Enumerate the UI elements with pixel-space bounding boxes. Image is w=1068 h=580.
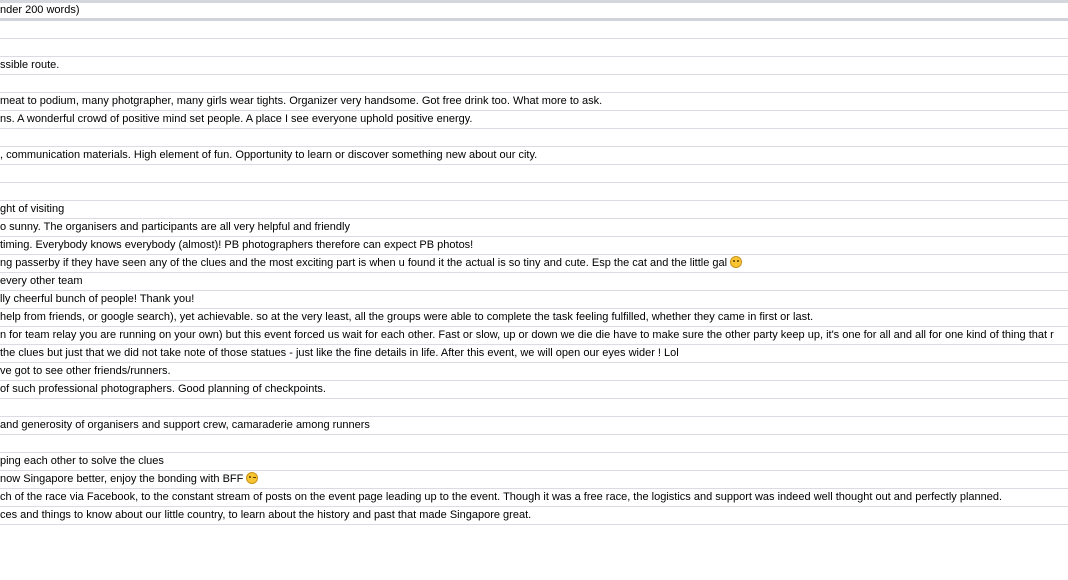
table-row[interactable] — [0, 273, 1068, 291]
table-row[interactable] — [0, 417, 1068, 435]
table-row[interactable] — [0, 255, 1068, 273]
table-row[interactable] — [0, 21, 1068, 39]
response-cell[interactable] — [0, 237, 473, 254]
table-row[interactable] — [0, 183, 1068, 201]
response-text: timing. Everybody knows everybody (almost)! PB photographers therefore can expect PB photos! — [0, 239, 474, 251]
response-cell[interactable] — [0, 291, 194, 308]
response-cell[interactable] — [0, 273, 83, 290]
response-cell[interactable] — [0, 57, 59, 74]
column-header-cell[interactable]: nder 200 words) — [0, 4, 80, 16]
table-row[interactable] — [0, 291, 1068, 309]
response-cell[interactable] — [0, 111, 472, 128]
grin-face-icon — [730, 256, 742, 268]
table-row[interactable] — [0, 327, 1068, 345]
spreadsheet-grid[interactable] — [0, 3, 1068, 525]
response-text: of such professional photographers. Good planning of checkpoints. — [0, 383, 326, 395]
response-cell[interactable] — [0, 381, 326, 398]
table-row[interactable] — [0, 219, 1068, 237]
response-text: the clues but just that we did not take note of those statues - just like the fine details in life. After this event, we will open our eyes wider ! Lol — [0, 347, 679, 359]
response-text: , communication materials. High element of fun. Opportunity to learn or discover something new about our city. — [0, 149, 538, 161]
response-text: and generosity of organisers and support crew, camaraderie among runners — [0, 419, 370, 431]
table-row[interactable] — [0, 453, 1068, 471]
response-cell[interactable] — [0, 201, 64, 218]
response-cell[interactable] — [0, 417, 370, 434]
table-row[interactable] — [0, 39, 1068, 57]
response-text: ping each other to solve the clues — [0, 455, 164, 467]
response-cell[interactable] — [0, 327, 1054, 344]
response-text: help from friends, or google search), yet achievable. so at the very least, all the groups were able to complete the task feeling fulfilled, whether they came in first or last. — [0, 311, 814, 323]
kiss-face-icon — [246, 472, 258, 484]
response-cell[interactable] — [0, 507, 531, 524]
response-cell[interactable] — [0, 345, 679, 362]
response-text: ssible route. — [0, 59, 60, 71]
response-cell[interactable] — [0, 471, 258, 488]
response-text: o sunny. The organisers and participants are all very helpful and friendly — [0, 221, 350, 233]
column-header-row[interactable] — [0, 3, 1068, 21]
table-row[interactable] — [0, 435, 1068, 453]
response-cell[interactable] — [0, 309, 813, 326]
response-cell[interactable] — [0, 219, 350, 236]
response-text: every other team — [0, 275, 83, 287]
response-text: ght of visiting — [0, 203, 65, 215]
table-row[interactable] — [0, 57, 1068, 75]
response-cell[interactable] — [0, 363, 171, 380]
table-row[interactable] — [0, 381, 1068, 399]
table-row[interactable] — [0, 471, 1068, 489]
table-row[interactable] — [0, 507, 1068, 525]
response-text: n for team relay you are running on your own) but this event forced us wait for each other. Fast or slow, up or down we die die have to make sure the other party keep up, it's one for all and all for one kind of thing that r — [0, 329, 1054, 341]
response-text: ve got to see other friends/runners. — [0, 365, 171, 377]
response-text: ns. A wonderful crowd of positive mind set people. A place I see everyone uphold positive energy. — [0, 113, 473, 125]
spreadsheet-rows — [0, 21, 1068, 525]
table-row[interactable] — [0, 489, 1068, 507]
response-cell[interactable] — [0, 489, 1002, 506]
table-row[interactable] — [0, 363, 1068, 381]
table-row[interactable] — [0, 75, 1068, 93]
table-row[interactable] — [0, 93, 1068, 111]
response-cell[interactable] — [0, 93, 602, 110]
table-row[interactable] — [0, 111, 1068, 129]
response-text: ces and things to know about our little country, to learn about the history and past that made Singapore great. — [0, 509, 532, 521]
table-row[interactable] — [0, 237, 1068, 255]
table-row[interactable] — [0, 399, 1068, 417]
table-row[interactable] — [0, 309, 1068, 327]
response-text: ch of the race via Facebook, to the constant stream of posts on the event page leading up to the event. Though it was a free race, the logistics and support was indeed well thought out and perfectly planned. — [0, 491, 1003, 503]
response-text: now Singapore better, enjoy the bonding with BFF — [0, 473, 244, 485]
table-row[interactable] — [0, 165, 1068, 183]
response-text: ng passerby if they have seen any of the clues and the most exciting part is when u found it the actual is so tiny and cute. Esp the cat and the little gal — [0, 257, 728, 269]
table-row[interactable] — [0, 129, 1068, 147]
table-row[interactable] — [0, 345, 1068, 363]
response-cell[interactable] — [0, 147, 537, 164]
table-row[interactable] — [0, 201, 1068, 219]
table-row[interactable] — [0, 147, 1068, 165]
response-cell[interactable] — [0, 255, 742, 272]
response-cell[interactable] — [0, 453, 164, 470]
response-text: lly cheerful bunch of people! Thank you! — [0, 293, 195, 305]
response-text: meat to podium, many photgrapher, many girls wear tights. Organizer very handsome. Got free drink too. What more to ask. — [0, 95, 603, 107]
